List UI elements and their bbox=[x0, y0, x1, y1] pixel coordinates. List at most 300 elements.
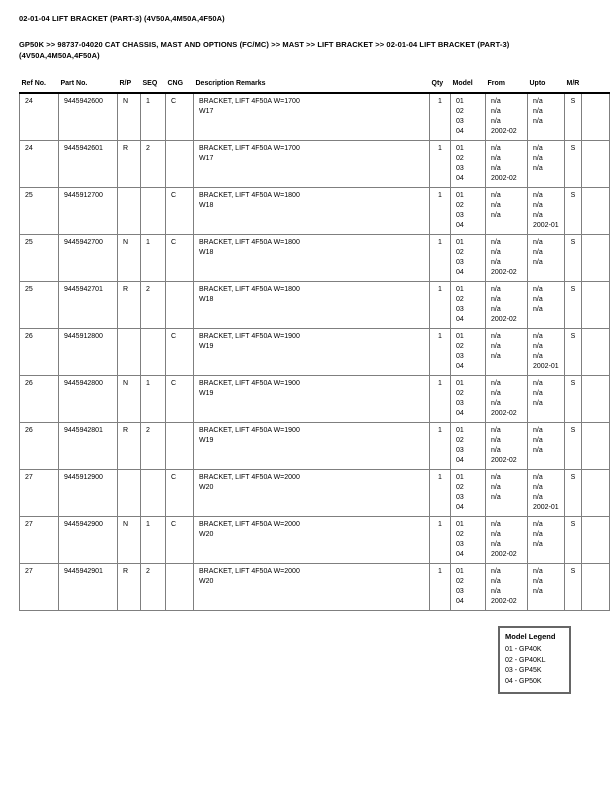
model-cell bbox=[451, 187, 486, 234]
qty-cell: 1 bbox=[430, 469, 451, 516]
upto-cell bbox=[528, 422, 565, 469]
description-cell bbox=[194, 281, 430, 328]
model-cell-line: 02 bbox=[456, 201, 464, 209]
description-cell-line: BRACKET, LIFT 4F50A W=1800 bbox=[199, 191, 300, 199]
from-cell-line: n/a bbox=[491, 238, 501, 246]
model-cell-line: 02 bbox=[456, 248, 464, 256]
upto-cell-line: n/a bbox=[533, 520, 543, 528]
ref-no-cell: 24 bbox=[20, 140, 59, 187]
from-cell-line: n/a bbox=[491, 577, 501, 585]
filler-cell bbox=[582, 328, 610, 375]
upto-cell-line: n/a bbox=[533, 211, 543, 219]
from-cell bbox=[486, 328, 528, 375]
table-row bbox=[20, 516, 610, 563]
model-cell bbox=[451, 281, 486, 328]
mr-cell: S bbox=[565, 328, 582, 375]
model-cell-line: 03 bbox=[456, 587, 464, 595]
upto-cell-line bbox=[533, 597, 562, 607]
model-cell-line: 04 bbox=[456, 315, 464, 323]
from-cell-line: n/a bbox=[491, 118, 501, 125]
mr-cell: S bbox=[565, 93, 582, 140]
upto-cell-line: n/a bbox=[533, 389, 543, 397]
upto-cell bbox=[528, 281, 565, 328]
cng-cell bbox=[166, 563, 194, 610]
upto-cell-line: n/a bbox=[533, 332, 543, 340]
parts-table bbox=[19, 80, 610, 611]
upto-cell-line bbox=[533, 127, 562, 137]
upto-cell-line bbox=[533, 268, 562, 278]
from-cell-line bbox=[491, 221, 525, 231]
part-no-cell: 9445912900 bbox=[59, 469, 118, 516]
description-cell bbox=[194, 234, 430, 281]
filler-cell bbox=[582, 563, 610, 610]
model-cell bbox=[451, 422, 486, 469]
from-cell bbox=[486, 422, 528, 469]
from-cell bbox=[486, 516, 528, 563]
cng-cell: C bbox=[166, 93, 194, 140]
from-cell bbox=[486, 563, 528, 610]
upto-cell bbox=[528, 563, 565, 610]
seq-cell: 2 bbox=[141, 140, 166, 187]
upto-cell bbox=[528, 187, 565, 234]
upto-cell-line: n/a bbox=[533, 473, 543, 481]
upto-cell-line: n/a bbox=[533, 118, 543, 125]
model-cell-line: 01 bbox=[456, 98, 464, 105]
mr-cell: S bbox=[565, 516, 582, 563]
from-cell-line: n/a bbox=[491, 201, 501, 209]
from-cell-line: n/a bbox=[491, 248, 501, 256]
seq-cell: 1 bbox=[141, 375, 166, 422]
description-cell-line: W19 bbox=[199, 342, 214, 350]
from-cell-line: n/a bbox=[491, 540, 501, 548]
upto-cell-line: n/a bbox=[533, 446, 543, 454]
filler-cell bbox=[582, 422, 610, 469]
model-cell-line: 02 bbox=[456, 154, 464, 162]
description-cell-line: W17 bbox=[199, 108, 214, 115]
mr-cell: S bbox=[565, 563, 582, 610]
table-row bbox=[20, 281, 610, 328]
description-cell bbox=[194, 469, 430, 516]
upto-cell-line: n/a bbox=[533, 352, 543, 360]
model-cell-line: 03 bbox=[456, 493, 464, 501]
rp-cell: R bbox=[118, 140, 141, 187]
qty-cell: 1 bbox=[430, 234, 451, 281]
model-cell-line: 01 bbox=[456, 473, 464, 481]
part-no-cell: 9445942601 bbox=[59, 140, 118, 187]
from-cell-line: n/a bbox=[491, 305, 501, 313]
description-cell-line: BRACKET, LIFT 4F50A W=1900 bbox=[199, 379, 300, 387]
table-row bbox=[20, 469, 610, 516]
qty-cell: 1 bbox=[430, 375, 451, 422]
table-row bbox=[20, 187, 610, 234]
description-cell-line: W17 bbox=[199, 154, 214, 162]
model-cell-line: 04 bbox=[456, 362, 464, 370]
upto-cell-line: n/a bbox=[533, 295, 543, 303]
ref-no-cell: 26 bbox=[20, 422, 59, 469]
model-cell bbox=[451, 563, 486, 610]
rp-cell: N bbox=[118, 375, 141, 422]
upto-cell-line: n/a bbox=[533, 144, 543, 152]
upto-cell bbox=[528, 328, 565, 375]
upto-cell-line: n/a bbox=[533, 342, 543, 350]
seq-cell: 2 bbox=[141, 563, 166, 610]
model-cell-line: 02 bbox=[456, 342, 464, 350]
from-cell-line: n/a bbox=[491, 493, 501, 501]
upto-cell-line bbox=[533, 409, 562, 419]
seq-cell bbox=[141, 187, 166, 234]
from-cell-line: n/a bbox=[491, 164, 501, 172]
from-cell-line: n/a bbox=[491, 108, 501, 115]
model-cell-line: 02 bbox=[456, 108, 464, 115]
model-cell-line: 04 bbox=[456, 268, 464, 276]
filler-cell bbox=[582, 375, 610, 422]
column-header-description-remarks: Description Remarks bbox=[194, 80, 430, 93]
description-cell-line: BRACKET, LIFT 4F50A W=2000 bbox=[199, 567, 300, 575]
model-cell bbox=[451, 375, 486, 422]
model-legend-items bbox=[505, 645, 564, 687]
part-no-cell: 9445942600 bbox=[59, 93, 118, 140]
model-cell-line: 02 bbox=[456, 577, 464, 585]
from-cell-line: 2002-02 bbox=[491, 597, 517, 605]
table-row bbox=[20, 140, 610, 187]
part-no-cell: 9445942900 bbox=[59, 516, 118, 563]
upto-cell-line: n/a bbox=[533, 540, 543, 548]
filler-cell bbox=[582, 234, 610, 281]
rp-cell bbox=[118, 469, 141, 516]
ref-no-cell: 27 bbox=[20, 563, 59, 610]
description-cell bbox=[194, 563, 430, 610]
from-cell-line: 2002-02 bbox=[491, 268, 517, 276]
mr-cell: S bbox=[565, 281, 582, 328]
from-cell-line: n/a bbox=[491, 379, 501, 387]
description-cell bbox=[194, 328, 430, 375]
mr-cell: S bbox=[565, 375, 582, 422]
table-header-row bbox=[20, 80, 610, 93]
column-header-filler bbox=[582, 80, 610, 93]
ref-no-cell: 27 bbox=[20, 469, 59, 516]
model-cell-line: 03 bbox=[456, 211, 464, 219]
column-header-r-p: R/P bbox=[118, 80, 141, 93]
table-row bbox=[20, 93, 610, 140]
from-cell-line: n/a bbox=[491, 258, 501, 266]
rp-cell bbox=[118, 187, 141, 234]
from-cell-line: n/a bbox=[491, 352, 501, 360]
from-cell-line: n/a bbox=[491, 587, 501, 595]
part-no-cell: 9445912800 bbox=[59, 328, 118, 375]
upto-cell-line: n/a bbox=[533, 530, 543, 538]
seq-cell: 2 bbox=[141, 281, 166, 328]
upto-cell bbox=[528, 469, 565, 516]
from-cell-line: n/a bbox=[491, 295, 501, 303]
part-no-cell: 9445942701 bbox=[59, 281, 118, 328]
from-cell bbox=[486, 234, 528, 281]
model-cell bbox=[451, 140, 486, 187]
column-header-ref-no: Ref No. bbox=[20, 80, 59, 93]
upto-cell-line: n/a bbox=[533, 201, 543, 209]
from-cell-line: n/a bbox=[491, 530, 501, 538]
from-cell bbox=[486, 140, 528, 187]
cng-cell bbox=[166, 422, 194, 469]
table-row bbox=[20, 375, 610, 422]
column-header-seq: SEQ bbox=[141, 80, 166, 93]
model-cell-line: 01 bbox=[456, 238, 464, 246]
model-cell bbox=[451, 469, 486, 516]
from-cell-line: 2002-02 bbox=[491, 174, 517, 182]
from-cell-line: n/a bbox=[491, 520, 501, 528]
description-cell-line: W18 bbox=[199, 295, 214, 303]
model-cell-line: 01 bbox=[456, 285, 464, 293]
description-cell-line: BRACKET, LIFT 4F50A W=2000 bbox=[199, 473, 300, 481]
from-cell-line: 2002-02 bbox=[491, 456, 517, 464]
model-cell bbox=[451, 234, 486, 281]
upto-cell-line bbox=[533, 315, 562, 325]
rp-cell: R bbox=[118, 281, 141, 328]
table-row bbox=[20, 422, 610, 469]
description-cell-line: W18 bbox=[199, 201, 214, 209]
upto-cell-line: n/a bbox=[533, 436, 543, 444]
column-header-upto: Upto bbox=[528, 80, 565, 93]
from-cell-line: n/a bbox=[491, 426, 501, 434]
cng-cell: C bbox=[166, 328, 194, 375]
model-cell-line: 02 bbox=[456, 389, 464, 397]
column-header-cng: CNG bbox=[166, 80, 194, 93]
upto-cell-line: n/a bbox=[533, 108, 543, 115]
page-title: 02-01-04 LIFT BRACKET (PART-3) (4V50A,4M50A,4F50A) bbox=[19, 14, 225, 23]
cng-cell: C bbox=[166, 187, 194, 234]
from-cell-line: n/a bbox=[491, 154, 501, 162]
model-cell-line: 04 bbox=[456, 597, 464, 605]
model-cell bbox=[451, 93, 486, 140]
upto-cell-line bbox=[533, 174, 562, 184]
description-cell-line: BRACKET, LIFT 4F50A W=1800 bbox=[199, 285, 300, 293]
seq-cell: 1 bbox=[141, 234, 166, 281]
table-row bbox=[20, 234, 610, 281]
table-row bbox=[20, 563, 610, 610]
seq-cell bbox=[141, 469, 166, 516]
model-cell-line: 03 bbox=[456, 305, 464, 313]
from-cell-line: n/a bbox=[491, 567, 501, 575]
model-cell-line: 04 bbox=[456, 128, 464, 135]
filler-cell bbox=[582, 516, 610, 563]
description-cell-line: BRACKET, LIFT 4F50A W=1900 bbox=[199, 332, 300, 340]
from-cell-line: n/a bbox=[491, 342, 501, 350]
model-cell-line: 02 bbox=[456, 436, 464, 444]
filler-cell bbox=[582, 187, 610, 234]
from-cell-line: n/a bbox=[491, 332, 501, 340]
rp-cell: R bbox=[118, 422, 141, 469]
upto-cell-line: n/a bbox=[533, 426, 543, 434]
rp-cell bbox=[118, 328, 141, 375]
model-cell-line: 01 bbox=[456, 567, 464, 575]
rp-cell: N bbox=[118, 93, 141, 140]
qty-cell: 1 bbox=[430, 328, 451, 375]
table-row bbox=[20, 328, 610, 375]
model-cell-line: 01 bbox=[456, 520, 464, 528]
upto-cell-line: n/a bbox=[533, 483, 543, 491]
from-cell-line: n/a bbox=[491, 473, 501, 481]
from-cell-line: n/a bbox=[491, 389, 501, 397]
upto-cell-line: n/a bbox=[533, 305, 543, 313]
column-header-m-r: M/R bbox=[565, 80, 582, 93]
model-cell-line: 03 bbox=[456, 352, 464, 360]
filler-cell bbox=[582, 140, 610, 187]
from-cell bbox=[486, 93, 528, 140]
cng-cell bbox=[166, 140, 194, 187]
model-cell-line: 01 bbox=[456, 379, 464, 387]
qty-cell: 1 bbox=[430, 281, 451, 328]
model-cell-line: 01 bbox=[456, 191, 464, 199]
model-cell-line: 04 bbox=[456, 550, 464, 558]
filler-cell bbox=[582, 469, 610, 516]
model-legend-item: 04 - GP50K bbox=[505, 677, 542, 685]
ref-no-cell: 25 bbox=[20, 281, 59, 328]
seq-cell: 1 bbox=[141, 93, 166, 140]
cng-cell: C bbox=[166, 234, 194, 281]
upto-cell-line: n/a bbox=[533, 399, 543, 407]
upto-cell-line bbox=[533, 550, 562, 560]
model-cell-line: 03 bbox=[456, 164, 464, 172]
model-cell-line: 03 bbox=[456, 540, 464, 548]
column-header-part-no: Part No. bbox=[59, 80, 118, 93]
from-cell bbox=[486, 281, 528, 328]
from-cell-line: 2002-02 bbox=[491, 409, 517, 417]
upto-cell-line: n/a bbox=[533, 154, 543, 162]
upto-cell-line: n/a bbox=[533, 98, 543, 105]
upto-cell-line: n/a bbox=[533, 238, 543, 246]
upto-cell bbox=[528, 140, 565, 187]
description-cell bbox=[194, 140, 430, 187]
from-cell-line: n/a bbox=[491, 399, 501, 407]
rp-cell: N bbox=[118, 516, 141, 563]
model-cell-line: 02 bbox=[456, 530, 464, 538]
part-no-cell: 9445912700 bbox=[59, 187, 118, 234]
mr-cell: S bbox=[565, 140, 582, 187]
upto-cell bbox=[528, 93, 565, 140]
description-cell-line: BRACKET, LIFT 4F50A W=1700 bbox=[199, 98, 300, 105]
ref-no-cell: 25 bbox=[20, 187, 59, 234]
from-cell bbox=[486, 469, 528, 516]
model-cell-line: 03 bbox=[456, 118, 464, 125]
ref-no-cell: 26 bbox=[20, 328, 59, 375]
from-cell-line bbox=[491, 362, 525, 372]
description-cell bbox=[194, 422, 430, 469]
model-legend-item: 03 - GP45K bbox=[505, 667, 542, 674]
model-cell bbox=[451, 516, 486, 563]
mr-cell: S bbox=[565, 187, 582, 234]
upto-cell-line: n/a bbox=[533, 164, 543, 172]
column-header-qty: Qty bbox=[430, 80, 451, 93]
rp-cell: R bbox=[118, 563, 141, 610]
description-cell bbox=[194, 375, 430, 422]
upto-cell-line: n/a bbox=[533, 191, 543, 199]
mr-cell: S bbox=[565, 234, 582, 281]
from-cell-line: 2002-02 bbox=[491, 315, 517, 323]
qty-cell: 1 bbox=[430, 422, 451, 469]
seq-cell: 1 bbox=[141, 516, 166, 563]
model-cell-line: 03 bbox=[456, 446, 464, 454]
cng-cell: C bbox=[166, 469, 194, 516]
description-cell-line: W20 bbox=[199, 483, 214, 491]
upto-cell-line: n/a bbox=[533, 567, 543, 575]
part-no-cell: 9445942700 bbox=[59, 234, 118, 281]
part-no-cell: 9445942801 bbox=[59, 422, 118, 469]
qty-cell: 1 bbox=[430, 516, 451, 563]
filler-cell bbox=[582, 281, 610, 328]
description-cell-line: BRACKET, LIFT 4F50A W=1900 bbox=[199, 426, 300, 434]
qty-cell: 1 bbox=[430, 187, 451, 234]
model-cell-line: 04 bbox=[456, 221, 464, 229]
ref-no-cell: 25 bbox=[20, 234, 59, 281]
qty-cell: 1 bbox=[430, 140, 451, 187]
model-cell-line: 03 bbox=[456, 399, 464, 407]
description-cell-line: W19 bbox=[199, 436, 214, 444]
description-cell-line: BRACKET, LIFT 4F50A W=2000 bbox=[199, 520, 300, 528]
from-cell-line: n/a bbox=[491, 285, 501, 293]
from-cell-line: 2002-02 bbox=[491, 550, 517, 558]
model-cell-line: 01 bbox=[456, 426, 464, 434]
from-cell-line: n/a bbox=[491, 446, 501, 454]
upto-cell-line: n/a bbox=[533, 577, 543, 585]
description-cell bbox=[194, 93, 430, 140]
upto-cell-line: 2002-01 bbox=[533, 221, 559, 229]
upto-cell bbox=[528, 516, 565, 563]
model-cell-line: 04 bbox=[456, 409, 464, 417]
model-cell-line: 03 bbox=[456, 258, 464, 266]
description-cell-line: W20 bbox=[199, 577, 214, 585]
upto-cell-line: n/a bbox=[533, 285, 543, 293]
model-legend-title: Model Legend bbox=[505, 632, 556, 641]
column-header-model: Model bbox=[451, 80, 486, 93]
from-cell-line: n/a bbox=[491, 436, 501, 444]
upto-cell bbox=[528, 234, 565, 281]
mr-cell: S bbox=[565, 469, 582, 516]
upto-cell-line: 2002-01 bbox=[533, 362, 559, 370]
description-cell-line: W18 bbox=[199, 248, 214, 256]
upto-cell-line: n/a bbox=[533, 587, 543, 595]
from-cell-line: n/a bbox=[491, 98, 501, 105]
seq-cell: 2 bbox=[141, 422, 166, 469]
qty-cell: 1 bbox=[430, 563, 451, 610]
model-legend-box bbox=[498, 626, 571, 694]
upto-cell-line: n/a bbox=[533, 248, 543, 256]
model-cell-line: 04 bbox=[456, 456, 464, 464]
ref-no-cell: 27 bbox=[20, 516, 59, 563]
cng-cell bbox=[166, 281, 194, 328]
model-cell-line: 04 bbox=[456, 174, 464, 182]
model-cell bbox=[451, 328, 486, 375]
breadcrumb: GP50K >> 98737-04020 CAT CHASSIS, MAST AND OPTIONS (FC/MC) >> MAST >> LIFT BRACKET >> 02-01-04 LIFT BRACKET (PART-3) (4V50A,4M50A,4F50A) bbox=[19, 40, 510, 60]
description-cell-line: W20 bbox=[199, 530, 214, 538]
cng-cell: C bbox=[166, 516, 194, 563]
from-cell-line: n/a bbox=[491, 144, 501, 152]
description-cell bbox=[194, 187, 430, 234]
from-cell-line: n/a bbox=[491, 483, 501, 491]
model-cell-line: 01 bbox=[456, 144, 464, 152]
upto-cell-line bbox=[533, 456, 562, 466]
upto-cell-line: 2002-01 bbox=[533, 503, 559, 511]
upto-cell-line: n/a bbox=[533, 258, 543, 266]
rp-cell: N bbox=[118, 234, 141, 281]
column-header-from: From bbox=[486, 80, 528, 93]
upto-cell-line: n/a bbox=[533, 379, 543, 387]
model-cell-line: 02 bbox=[456, 295, 464, 303]
from-cell-line: 2002-02 bbox=[491, 128, 517, 135]
from-cell bbox=[486, 187, 528, 234]
upto-cell bbox=[528, 375, 565, 422]
description-cell-line: BRACKET, LIFT 4F50A W=1700 bbox=[199, 144, 300, 152]
from-cell-line bbox=[491, 503, 525, 513]
upto-cell-line: n/a bbox=[533, 493, 543, 501]
